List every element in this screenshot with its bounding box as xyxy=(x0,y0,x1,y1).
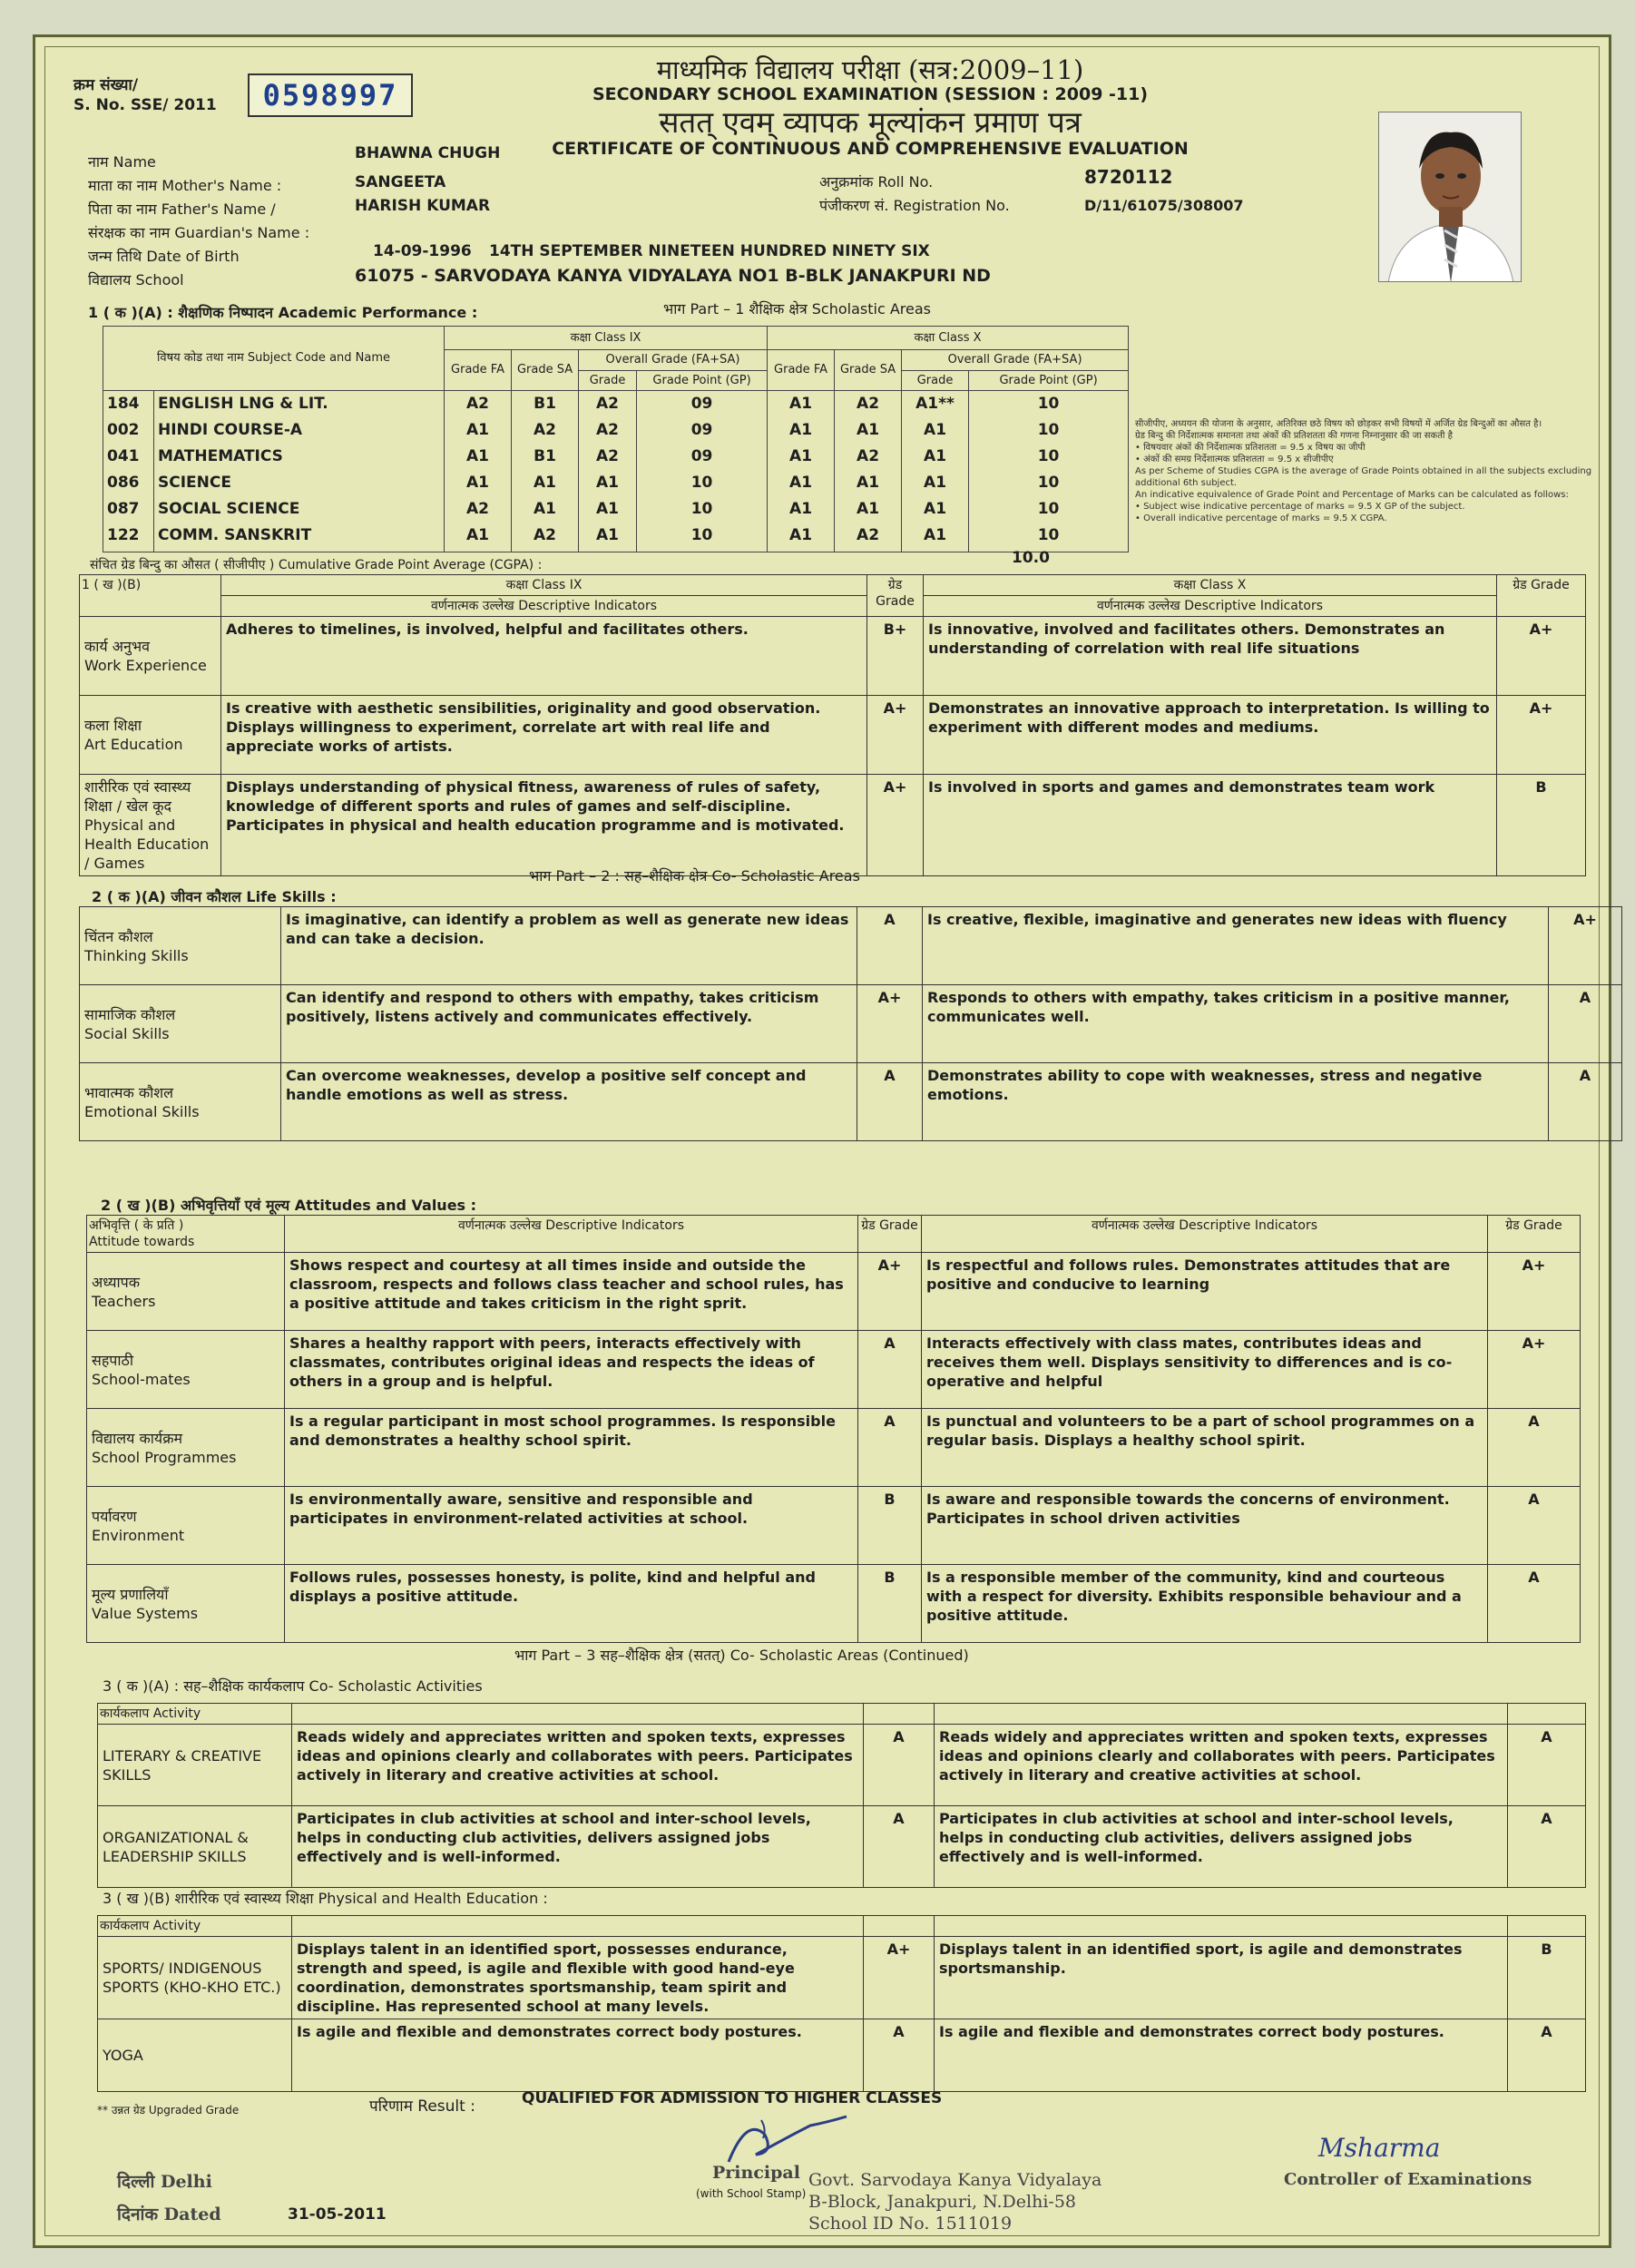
subject-code: 002 xyxy=(103,417,154,444)
attitude-row-indicator-class9: Shows respect and courtesy at all times inside and outside the classroom, respects and follows class teacher and school rules, has a positive attitude and takes criticism in the right sprit. xyxy=(285,1253,858,1331)
attitude-row-grade-class10: A xyxy=(1488,1409,1581,1487)
note-line: • Overall indicative percentage of marks = 9.5 X CGPA. xyxy=(1135,513,1387,523)
life-skill-row-grade-class9: A xyxy=(857,1063,923,1141)
result-label: परिणाम Result : xyxy=(369,2097,475,2116)
attitude-row-grade-class9: B xyxy=(858,1565,922,1643)
descriptive-row-indicator-class10: Is innovative, involved and facilitates others. Demonstrates an understanding of correlation with real life situations xyxy=(924,617,1497,696)
attitude-row-label-en: Environment xyxy=(92,1526,185,1544)
overall-grade-10: A1 xyxy=(902,470,969,496)
sport-row-grade-class10: A xyxy=(1508,2019,1586,2092)
subject-code: 087 xyxy=(103,496,154,523)
subject-table-end-cell xyxy=(835,549,902,552)
subject-name: SOCIAL SCIENCE xyxy=(154,496,445,523)
grade-point-10: 10 xyxy=(969,444,1129,470)
physical-education-rows xyxy=(98,1937,1586,2092)
activity-row-indicator-class10: Participates in club activities at school and inter-school levels, helps in conducting club activities, delivers assigned jobs effectively and is well-informed. xyxy=(935,1806,1508,1888)
guardian-label: संरक्षक का नाम Guardian's Name : xyxy=(88,224,310,241)
controller-signature: Msharma xyxy=(1318,2133,1441,2163)
subject-table-end-cell xyxy=(103,549,154,552)
school-stamp-label: (with School Stamp) xyxy=(696,2187,807,2200)
stamp-line: Govt. Sarvodaya Kanya Vidyalaya xyxy=(808,2170,1102,2190)
certificate-sheet xyxy=(33,34,1611,2248)
subject-table-end xyxy=(103,549,1129,552)
grade-fa-9: A1 xyxy=(445,523,512,549)
place-label: दिल्ली Delhi xyxy=(117,2172,212,2192)
mother-name: SANGEETA xyxy=(355,173,446,191)
grade-sa-9: A1 xyxy=(512,496,579,523)
father-label: पिता का नाम Father's Name / xyxy=(88,200,276,218)
gp-header-10: Grade Point (GP) xyxy=(969,370,1129,391)
sport-row-label: SPORTS/ INDIGENOUS SPORTS (KHO-KHO ETC.) xyxy=(98,1937,292,2019)
subject-code: 122 xyxy=(103,523,154,549)
pe-activity-col-header: कार्यकलाप Activity xyxy=(98,1916,292,1937)
attitude-row-label xyxy=(87,1253,285,1331)
physical-education-table xyxy=(97,1915,1586,2092)
attitudes-desc9: वर्णनात्मक उल्लेख Descriptive Indicators xyxy=(285,1216,858,1253)
descriptive-row-grade-class10: B xyxy=(1497,775,1586,876)
subtitle-hindi: सतत् एवम् व्यापक मूल्यांकन प्रमाण पत्र xyxy=(659,104,1082,141)
part1b-heading: 1 ( ख )(B) xyxy=(80,575,221,617)
attitudes-rows xyxy=(87,1253,1581,1643)
overall-header-10: Overall Grade (FA+SA) xyxy=(902,350,1129,371)
grade-fa-10: A1 xyxy=(768,444,835,470)
principal-label: Principal xyxy=(712,2163,800,2183)
sport-row-indicator-class9: Displays talent in an identified sport, possesses endurance, strength and speed, is agile and flexible with good hand-eye coordination, demonstrates sportsmanship, team spirit and discipline. Has represented school at many levels. xyxy=(292,1937,864,2019)
grade-fa-9: A1 xyxy=(445,417,512,444)
overall-grade-9: A1 xyxy=(579,470,637,496)
title-hindi: माध्यमिक विद्यालय परीक्षा (सत्र:2009–11) xyxy=(656,54,1084,85)
school-name: 61075 - SARVODAYA KANYA VIDYALAYA NO1 B-BLK JANAKPURI ND xyxy=(355,266,991,286)
grade-sa-9: A1 xyxy=(512,470,579,496)
life-skill-row-indicator-class9: Is imaginative, can identify a problem as well as generate new ideas and can take a decision. xyxy=(281,907,857,985)
grade-point-10: 10 xyxy=(969,470,1129,496)
attitude-row-grade-class10: A xyxy=(1488,1565,1581,1643)
overall-grade-9: A1 xyxy=(579,523,637,549)
descriptive-row-label-en: Art Education xyxy=(84,736,183,753)
part1b-desc9: वर्णनात्मक उल्लेख Descriptive Indicators xyxy=(221,596,867,617)
grade-point-9: 09 xyxy=(637,417,768,444)
attitude-row-label-hi: विद्यालय कार्यक्रम xyxy=(92,1429,183,1447)
attitude-row xyxy=(87,1565,1581,1643)
attitude-row-grade-class9: A xyxy=(858,1331,922,1409)
attitude-row-grade-class10: A xyxy=(1488,1487,1581,1565)
life-skills-table xyxy=(79,906,1622,1141)
life-skill-row xyxy=(80,1063,1622,1141)
life-skill-row-indicator-class10: Responds to others with empathy, takes criticism in a positive manner, communicates well. xyxy=(923,985,1549,1063)
note-line: सीजीपीए, अध्ययन की योजना के अनुसार, अतिरिक्त छठे विषय को छोड़कर सभी विषयों में अर्जित ग्रेड बिन्दुओं का औसत है। xyxy=(1135,419,1542,429)
activity-row xyxy=(98,1806,1586,1888)
grade-sa-9: B1 xyxy=(512,391,579,417)
descriptive-row-label-hi: शारीरिक एवं स्वास्थ्य शिक्षा / खेल कूद xyxy=(84,778,191,815)
stamp-line: School ID No. 1511019 xyxy=(808,2214,1013,2234)
note-line: • Subject wise indicative percentage of marks = 9.5 X GP of the subject. xyxy=(1135,502,1465,512)
attitude-row-indicator-class9: Follows rules, possesses honesty, is polite, kind and helpful and displays a positive attitude. xyxy=(285,1565,858,1643)
attitude-row-label xyxy=(87,1487,285,1565)
attitude-col-en: Attitude towards xyxy=(89,1235,195,1249)
serial-label-hi: क्रम संख्या/ xyxy=(73,76,139,94)
attitudes-grade9-header: ग्रेड Grade xyxy=(858,1216,922,1253)
attitude-row-label xyxy=(87,1409,285,1487)
attitude-row-indicator-class10: Is punctual and volunteers to be a part of school programmes on a regular basis. Displays a healthy school spirit. xyxy=(922,1409,1488,1487)
attitude-row-label-hi: मूल्य प्रणालियाँ xyxy=(92,1585,169,1603)
grade-point-10: 10 xyxy=(969,417,1129,444)
upgraded-grade-note: ** उन्नत ग्रेड Upgraded Grade xyxy=(97,2104,240,2116)
subject-row xyxy=(103,417,1129,444)
attitude-row-grade-class9: A xyxy=(858,1409,922,1487)
part2-label: भाग Part – 2 : सह–शैक्षिक क्षेत्र Co- Scholastic Areas xyxy=(529,867,860,885)
life-skill-row-grade-class10: A xyxy=(1549,985,1622,1063)
registration-label: पंजीकरण सं. Registration No. xyxy=(819,197,1010,214)
overall-grade-10: A1** xyxy=(902,391,969,417)
activity-row-grade-class10: A xyxy=(1508,1806,1586,1888)
descriptive-row-grade-class10: A+ xyxy=(1497,696,1586,775)
life-skill-row xyxy=(80,985,1622,1063)
activity-row-indicator-class9: Reads widely and appreciates written and spoken texts, expresses ideas and opinions clearly and collaborates with peers. Participates actively in literary and creative activities at school. xyxy=(292,1725,864,1806)
result-value: QUALIFIED FOR ADMISSION TO HIGHER CLASSES xyxy=(522,2089,943,2107)
attitude-row-label-en: School-mates xyxy=(92,1370,191,1388)
life-skill-row-grade-class10: A xyxy=(1549,1063,1622,1141)
part1b-grade9-header: ग्रेड Grade xyxy=(867,575,924,617)
overall-header-9: Overall Grade (FA+SA) xyxy=(579,350,768,371)
attitude-row-indicator-class9: Is environmentally aware, sensitive and responsible and participates in environment-related activities at school. xyxy=(285,1487,858,1565)
life-skill-row xyxy=(80,907,1622,985)
life-skill-row-label-en: Emotional Skills xyxy=(84,1102,200,1120)
cgpa-value: 10.0 xyxy=(1012,549,1050,567)
descriptive-row xyxy=(80,775,1586,876)
attitude-row-label-en: Value Systems xyxy=(92,1604,199,1622)
activity-row-grade-class10: A xyxy=(1508,1725,1586,1806)
activity-row-grade-class9: A xyxy=(864,1725,935,1806)
descriptive-row-label-en: Physical and Health Education / Games xyxy=(84,816,210,872)
descriptive-row-label xyxy=(80,696,221,775)
sport-row-grade-class10: B xyxy=(1508,1937,1586,2019)
part1b-class10: कक्षा Class X xyxy=(924,575,1497,596)
controller-label: Controller of Examinations xyxy=(1284,2170,1532,2189)
part1b-grade10-header: ग्रेड Grade xyxy=(1497,575,1586,617)
note-line: • विषयवार अंकों की निर्देशात्मक प्रतिशतता = 9.5 x विषय का जीपी xyxy=(1135,443,1366,453)
grade-point-9: 09 xyxy=(637,444,768,470)
overall-grade-10: A1 xyxy=(902,523,969,549)
grade-sa-9: A2 xyxy=(512,523,579,549)
subject-row xyxy=(103,523,1129,549)
grade-point-10: 10 xyxy=(969,523,1129,549)
part1-label: भाग Part – 1 शैक्षिक क्षेत्र Scholastic Areas xyxy=(663,300,931,318)
cgpa-label: संचित ग्रेड बिन्दु का औसत ( सीजीपीए ) Cumulative Grade Point Average (CGPA) : xyxy=(90,558,543,572)
registration-number: D/11/61075/308007 xyxy=(1084,197,1244,214)
overall-grade-9: A1 xyxy=(579,496,637,523)
attitude-row-grade-class10: A+ xyxy=(1488,1331,1581,1409)
life-skill-row-indicator-class10: Is creative, flexible, imaginative and generates new ideas with fluency xyxy=(923,907,1549,985)
sport-row-grade-class9: A+ xyxy=(864,1937,935,2019)
attitude-row-label xyxy=(87,1331,285,1409)
life-skill-row-label xyxy=(80,1063,281,1141)
subject-row xyxy=(103,444,1129,470)
attitude-row xyxy=(87,1331,1581,1409)
sport-row-indicator-class9: Is agile and flexible and demonstrates correct body postures. xyxy=(292,2019,864,2092)
dob-label: जन्म तिथि Date of Birth xyxy=(88,248,240,265)
subject-code: 041 xyxy=(103,444,154,470)
descriptive-row-indicator-class10: Demonstrates an innovative approach to interpretation. Is willing to experiment with different modes and mediums. xyxy=(924,696,1497,775)
life-skill-row-label xyxy=(80,985,281,1063)
student-name: BHAWNA CHUGH xyxy=(355,144,501,162)
attitude-row-label-hi: पर्यावरण xyxy=(92,1507,137,1525)
dated-label: दिनांक Dated xyxy=(117,2204,221,2224)
grade-point-9: 10 xyxy=(637,470,768,496)
attitude-row-indicator-class9: Is a regular participant in most school programmes. Is responsible and demonstrates a healthy school spirit. xyxy=(285,1409,858,1487)
scholastic-table xyxy=(103,326,1129,552)
grade-sa-9: A2 xyxy=(512,417,579,444)
co-scholastic-table xyxy=(97,1703,1586,1888)
overall-grade-10: A1 xyxy=(902,417,969,444)
activity-row-label: ORGANIZATIONAL & LEADERSHIP SKILLS xyxy=(98,1806,292,1888)
attitude-col-hi: अभिवृत्ति ( के प्रति ) xyxy=(89,1218,184,1233)
serial-number: 0598997 xyxy=(248,73,413,117)
attitude-row-indicator-class10: Interacts effectively with class mates, contributes ideas and receives them well. Displays sensitivity to differences and is co- operative and helpful xyxy=(922,1331,1488,1409)
sport-row xyxy=(98,1937,1586,2019)
student-photo-image xyxy=(1379,112,1522,282)
attitude-row-label-en: School Programmes xyxy=(92,1448,237,1466)
attitudes-grade10-header: ग्रेड Grade xyxy=(1488,1216,1581,1253)
grade-sa-10: A2 xyxy=(835,444,902,470)
note-line: ग्रेड बिन्दु की निर्देशात्मक समानता तथा अंकों की प्रतिशतता की गणना निम्नानुसार की जा सकती है xyxy=(1135,431,1453,441)
co-scholastic-rows xyxy=(98,1725,1586,1888)
attitude-row-indicator-class10: Is respectful and follows rules. Demonstrates attitudes that are positive and conducive to learning xyxy=(922,1253,1488,1331)
attitude-row xyxy=(87,1253,1581,1331)
attitudes-table xyxy=(86,1215,1581,1643)
sport-row-indicator-class10: Is agile and flexible and demonstrates correct body postures. xyxy=(935,2019,1508,2092)
co-scholastic-heading: 3 ( क )(A) : सह–शैक्षिक कार्यकलाप Co- Scholastic Activities xyxy=(103,1677,483,1695)
activity-row-grade-class9: A xyxy=(864,1806,935,1888)
stamp-line: B-Block, Janakpuri, N.Delhi-58 xyxy=(808,2192,1077,2212)
part1b-desc10: वर्णनात्मक उल्लेख Descriptive Indicators xyxy=(924,596,1497,617)
roll-number: 8720112 xyxy=(1084,166,1173,188)
grade-fa-9: A1 xyxy=(445,444,512,470)
attitude-row-label-en: Teachers xyxy=(92,1292,156,1310)
dob: 14-09-1996 xyxy=(373,242,472,260)
grade-fa-10: A1 xyxy=(768,523,835,549)
attitude-row-grade-class9: A+ xyxy=(858,1253,922,1331)
sa-header-9: Grade SA xyxy=(512,350,579,391)
school-label: विद्यालय School xyxy=(88,271,184,288)
descriptive-row-label-en: Work Experience xyxy=(84,657,207,674)
subject-table-end-cell xyxy=(637,549,768,552)
title-english: SECONDARY SCHOOL EXAMINATION (SESSION : 2009 -11) xyxy=(592,84,1149,105)
grade-point-10: 10 xyxy=(969,391,1129,417)
subject-rows xyxy=(103,391,1129,552)
gp-header-9: Grade Point (GP) xyxy=(637,370,768,391)
part1b-rows xyxy=(80,617,1586,876)
activity-col-header: कार्यकलाप Activity xyxy=(98,1704,292,1725)
subject-name: HINDI COURSE-A xyxy=(154,417,445,444)
grade-fa-10: A1 xyxy=(768,470,835,496)
attitude-row xyxy=(87,1409,1581,1487)
fa-header-9: Grade FA xyxy=(445,350,512,391)
attitude-row-label-hi: अध्यापक xyxy=(92,1273,141,1291)
life-skill-row-grade-class9: A xyxy=(857,907,923,985)
descriptive-row-label-hi: कला शिक्षा xyxy=(84,717,142,734)
life-skill-row-grade-class10: A+ xyxy=(1549,907,1622,985)
descriptive-row-indicator-class10: Is involved in sports and games and demonstrates team work xyxy=(924,775,1497,876)
subject-table-end-cell xyxy=(154,549,445,552)
grade-point-9: 10 xyxy=(637,496,768,523)
subject-row xyxy=(103,470,1129,496)
fa-header-10: Grade FA xyxy=(768,350,835,391)
academic-performance-heading: 1 ( क )(A) : शैक्षणिक निष्पादन Academic Performance : xyxy=(88,304,478,321)
father-name: HARISH KUMAR xyxy=(355,197,491,215)
subtitle-english: CERTIFICATE OF CONTINUOUS AND COMPREHENSIVE EVALUATION xyxy=(552,139,1189,160)
grade-fa-9: A1 xyxy=(445,470,512,496)
grade-fa-9: A2 xyxy=(445,391,512,417)
subject-name: MATHEMATICS xyxy=(154,444,445,470)
part1b-class9: कक्षा Class IX xyxy=(221,575,867,596)
life-skill-row-indicator-class10: Demonstrates ability to cope with weaknesses, stress and negative emotions. xyxy=(923,1063,1549,1141)
subject-table-end-cell xyxy=(512,549,579,552)
activity-row-indicator-class10: Reads widely and appreciates written and spoken texts, expresses ideas and opinions clearly and collaborates with peers. Participates actively in literary and creative activities at school. xyxy=(935,1725,1508,1806)
cgpa-note xyxy=(1135,418,1603,524)
subject-code: 086 xyxy=(103,470,154,496)
descriptive-row-grade-class9: A+ xyxy=(867,696,924,775)
sport-row-label: YOGA xyxy=(98,2019,292,2092)
descriptive-row xyxy=(80,696,1586,775)
grade-point-9: 10 xyxy=(637,523,768,549)
grade-header-9: Grade xyxy=(579,370,637,391)
grade-sa-10: A2 xyxy=(835,523,902,549)
grade-fa-10: A1 xyxy=(768,496,835,523)
subject-code: 184 xyxy=(103,391,154,417)
attitude-row-indicator-class9: Shares a healthy rapport with peers, interacts effectively with classmates, contributes original ideas and respects the ideas of others in a group and is helpful. xyxy=(285,1331,858,1409)
descriptive-row-grade-class10: A+ xyxy=(1497,617,1586,696)
grade-sa-10: A1 xyxy=(835,496,902,523)
physical-education-heading: 3 ( ख )(B) शारीरिक एवं स्वास्थ्य शिक्षा Physical and Health Education : xyxy=(103,1890,548,1907)
grade-sa-10: A2 xyxy=(835,391,902,417)
class9-header: कक्षा Class IX xyxy=(445,327,768,350)
life-skill-row-label-hi: सामाजिक कौशल xyxy=(84,1005,176,1023)
subject-name: SCIENCE xyxy=(154,470,445,496)
grade-sa-10: A1 xyxy=(835,417,902,444)
grade-sa-10: A1 xyxy=(835,470,902,496)
attitude-row-grade-class9: B xyxy=(858,1487,922,1565)
class10-header: कक्षा Class X xyxy=(768,327,1129,350)
attitude-col-header xyxy=(87,1216,285,1253)
activity-row xyxy=(98,1725,1586,1806)
grade-point-9: 09 xyxy=(637,391,768,417)
life-skill-row-label-hi: चिंतन कौशल xyxy=(84,927,153,945)
grade-header-10: Grade xyxy=(902,370,969,391)
subject-name: ENGLISH LNG & LIT. xyxy=(154,391,445,417)
attitude-row-label xyxy=(87,1565,285,1643)
note-line: • अंकों की समग्र निर्देशात्मक प्रतिशतता = 9.5 x सीजीपीए xyxy=(1135,455,1334,464)
part3-label: भाग Part – 3 सह–शैक्षिक क्षेत्र (सतत्) Co- Scholastic Areas (Continued) xyxy=(514,1647,969,1664)
life-skill-row-indicator-class9: Can identify and respond to others with empathy, takes criticism positively, listens actively and communicates effectively. xyxy=(281,985,857,1063)
subject-table-end-cell xyxy=(768,549,835,552)
sa-header-10: Grade SA xyxy=(835,350,902,391)
activity-row-label: LITERARY & CREATIVE SKILLS xyxy=(98,1725,292,1806)
student-photo xyxy=(1378,112,1522,282)
descriptive-row-label-hi: कार्य अनुभव xyxy=(84,638,151,655)
grade-fa-10: A1 xyxy=(768,391,835,417)
sport-row-indicator-class10: Displays talent in an identified sport, is agile and demonstrates sportsmanship. xyxy=(935,1937,1508,2019)
overall-grade-10: A1 xyxy=(902,496,969,523)
overall-grade-9: A2 xyxy=(579,417,637,444)
overall-grade-9: A2 xyxy=(579,391,637,417)
part1b-table xyxy=(79,574,1586,876)
serial-label-en: S. No. SSE/ 2011 xyxy=(73,96,217,114)
grade-fa-9: A2 xyxy=(445,496,512,523)
attitude-row-indicator-class10: Is aware and responsible towards the concerns of environment. Participates in school driven activities xyxy=(922,1487,1488,1565)
subject-row xyxy=(103,496,1129,523)
subject-row xyxy=(103,391,1129,417)
attitude-row-indicator-class10: Is a responsible member of the community, kind and courteous with a respect for diversity. Exhibits responsible behaviour and a positive attitude. xyxy=(922,1565,1488,1643)
roll-label: अनुक्रमांक Roll No. xyxy=(819,173,934,191)
life-skills-rows xyxy=(80,907,1622,1141)
descriptive-row-label xyxy=(80,775,221,876)
school-stamp xyxy=(808,2169,1101,2234)
descriptive-row-grade-class9: A+ xyxy=(867,775,924,876)
name-label: नाम Name xyxy=(88,153,156,171)
life-skills-heading: 2 ( क )(A) जीवन कौशल Life Skills : xyxy=(92,888,337,905)
life-skill-row-grade-class9: A+ xyxy=(857,985,923,1063)
mother-label: माता का नाम Mother's Name : xyxy=(88,177,282,194)
note-line: An indicative equivalence of Grade Point and Percentage of Marks can be calculated as follows: xyxy=(1135,490,1569,500)
attitudes-heading: 2 ( ख )(B) अभिवृत्तियाँ एवं मूल्य Attitudes and Values : xyxy=(101,1197,477,1214)
descriptive-row-label xyxy=(80,617,221,696)
sport-row xyxy=(98,2019,1586,2092)
subject-name: COMM. SANSKRIT xyxy=(154,523,445,549)
descriptive-row-grade-class9: B+ xyxy=(867,617,924,696)
life-skill-row-label xyxy=(80,907,281,985)
subject-table-end-cell xyxy=(445,549,512,552)
attitudes-desc10: वर्णनात्मक उल्लेख Descriptive Indicators xyxy=(922,1216,1488,1253)
note-line: As per Scheme of Studies CGPA is the average of Grade Points obtained in all the subjects excluding additional 6th subject. xyxy=(1135,466,1592,488)
grade-point-10: 10 xyxy=(969,496,1129,523)
life-skill-row-label-en: Thinking Skills xyxy=(84,946,189,964)
certificate-header xyxy=(525,55,1215,160)
subject-col-header: विषय कोड तथा नाम Subject Code and Name xyxy=(103,327,445,391)
life-skill-row-label-hi: भावात्मक कौशल xyxy=(84,1083,174,1101)
attitude-row-label-hi: सहपाठी xyxy=(92,1351,133,1369)
attitude-row xyxy=(87,1487,1581,1565)
grade-fa-10: A1 xyxy=(768,417,835,444)
overall-grade-10: A1 xyxy=(902,444,969,470)
subject-table-end-cell xyxy=(579,549,637,552)
descriptive-row xyxy=(80,617,1586,696)
descriptive-row-indicator-class9: Displays understanding of physical fitness, awareness of rules of safety, knowledge of different sports and rules of games and self-discipline. Participates in physical and health education programme and is motivated. xyxy=(221,775,867,876)
descriptive-row-indicator-class9: Is creative with aesthetic sensibilities, originality and good observation. Displays willingness to experiment, correlate art with real life and appreciate works of artists. xyxy=(221,696,867,775)
overall-grade-9: A2 xyxy=(579,444,637,470)
attitude-row-grade-class10: A+ xyxy=(1488,1253,1581,1331)
subject-table-end-cell xyxy=(902,549,969,552)
issue-date: 31-05-2011 xyxy=(288,2205,387,2224)
dob-in-words: 14TH SEPTEMBER NINETEEN HUNDRED NINETY SIX xyxy=(489,242,930,260)
life-skill-row-label-en: Social Skills xyxy=(84,1024,170,1042)
sport-row-grade-class9: A xyxy=(864,2019,935,2092)
activity-row-indicator-class9: Participates in club activities at school and inter-school levels, helps in conducting club activities, delivers assigned jobs effectively and is well-informed. xyxy=(292,1806,864,1888)
serial-label xyxy=(73,75,217,115)
descriptive-row-indicator-class9: Adheres to timelines, is involved, helpful and facilitates others. xyxy=(221,617,867,696)
grade-sa-9: B1 xyxy=(512,444,579,470)
life-skill-row-indicator-class9: Can overcome weaknesses, develop a positive self concept and handle emotions as well as stress. xyxy=(281,1063,857,1141)
